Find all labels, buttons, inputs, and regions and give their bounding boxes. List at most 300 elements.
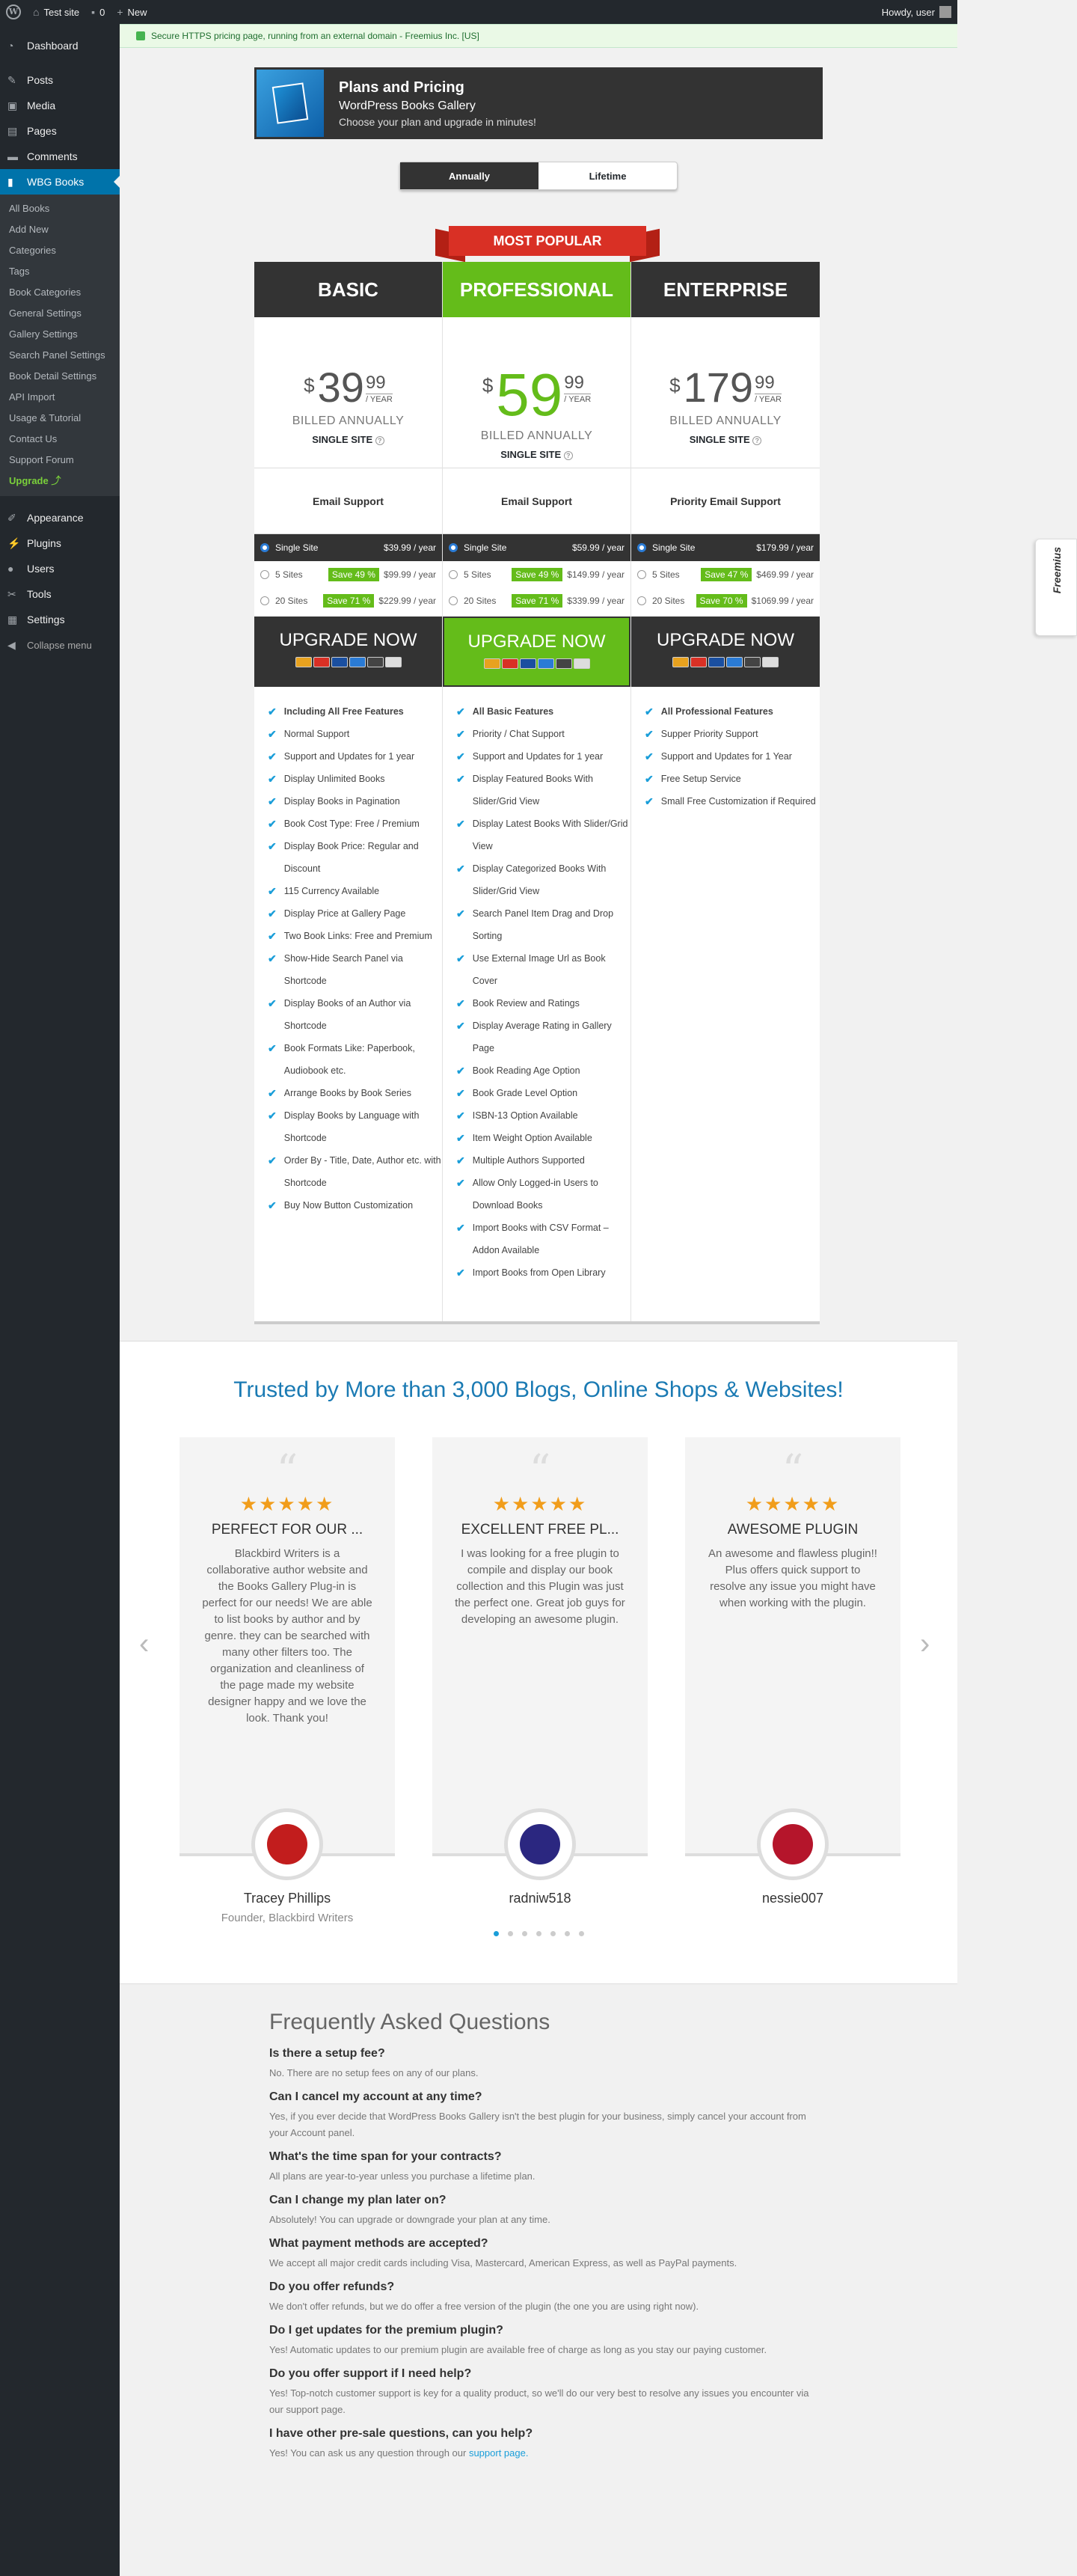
license-label: Single Site [464, 542, 507, 553]
check-icon: ✔ [456, 750, 465, 762]
plan-name: PROFESSIONAL [443, 262, 630, 317]
feature-item [268, 880, 442, 902]
main-content [120, 24, 1063, 2576]
price-cents: 99 [755, 373, 775, 393]
menu-tools[interactable]: ✂ Tools [7, 587, 52, 600]
feature-item [645, 745, 820, 768]
feature-item [456, 723, 630, 745]
menu-settings[interactable]: ▦ Settings [7, 613, 65, 625]
feature-item [268, 992, 442, 1037]
submenu-item[interactable]: Gallery Settings [9, 328, 78, 340]
feature-text: Display Average Rating in Gallery Page [472, 1021, 612, 1053]
license-option[interactable] [631, 561, 820, 587]
plugin-logo [257, 70, 324, 137]
feature-item [268, 947, 442, 992]
submenu-item[interactable]: API Import [9, 391, 55, 403]
check-icon: ✔ [268, 728, 277, 740]
check-icon: ✔ [268, 840, 277, 852]
check-icon: ✔ [645, 728, 654, 740]
prev-arrow-icon[interactable]: ‹ [139, 1627, 150, 1660]
feature-text: Show-Hide Search Panel via Shortcode [283, 953, 403, 986]
faq-answer-text: We don't offer refunds, but we do offer a free version of the plugin (the one you are using right now). [269, 2301, 699, 2312]
savings-badge: Save 71 % [323, 594, 374, 608]
feature-text: Display Latest Books With Slider/Grid View [472, 819, 628, 851]
license-radio[interactable] [449, 596, 458, 605]
feature-text: All Professional Features [660, 706, 773, 717]
faq-section [269, 1992, 823, 2462]
billing-label: BILLED ANNUALLY [669, 414, 782, 427]
reviewer-name: radniw518 [509, 1891, 571, 1906]
feature-text: Book Reading Age Option [472, 1065, 580, 1076]
site-count [631, 434, 820, 445]
license-radio[interactable] [260, 570, 269, 579]
price-fraction [755, 373, 782, 404]
faq-question: Is there a setup fee? [269, 2047, 385, 2060]
submenu-item[interactable]: Support Forum [9, 454, 74, 465]
faq-answer [269, 2342, 823, 2358]
check-icon: ✔ [268, 1110, 277, 1122]
check-icon: ✔ [645, 795, 654, 807]
check-icon: ✔ [456, 863, 465, 875]
license-price: $39.99 / year [383, 542, 436, 553]
feature-text: Display Featured Books With Slider/Grid View [472, 774, 593, 807]
feature-text: Import Books with CSV Format – Addon Available [472, 1223, 609, 1255]
check-icon: ✔ [456, 1110, 465, 1122]
feature-item [456, 992, 630, 1015]
check-icon: ✔ [268, 773, 277, 785]
freemius-badge[interactable]: Freemius [1035, 539, 1077, 636]
faq-question: I have other pre-sale questions, can you help? [269, 2427, 533, 2440]
check-icon: ✔ [268, 706, 277, 718]
feature-text: Normal Support [283, 729, 350, 739]
upgrade-now-button[interactable] [443, 617, 630, 687]
faq-answer [269, 2445, 823, 2462]
check-icon: ✔ [456, 818, 465, 830]
feature-item [456, 1149, 630, 1172]
feature-item [268, 768, 442, 790]
site-count [443, 449, 630, 460]
plan-price [443, 317, 630, 468]
faq-question: Do you offer refunds? [269, 2280, 395, 2293]
billing-label: BILLED ANNUALLY [292, 414, 405, 427]
plan-column [443, 262, 631, 1321]
price-period: / YEAR [755, 395, 782, 404]
faq-answer [269, 2298, 823, 2315]
feature-text: Display Categorized Books With Slider/Grid View [472, 863, 607, 896]
testimonial-text: An awesome and flawless plugin!! Plus offers quick support to resolve any issue you might have when working with the plugin. [708, 1547, 877, 1609]
check-icon: ✔ [268, 1042, 277, 1054]
license-price: $59.99 / year [571, 542, 625, 553]
check-icon: ✔ [268, 997, 277, 1009]
menu-appearance[interactable]: ✐ Appearance [7, 511, 84, 524]
price-integer: 59 [496, 361, 563, 428]
new-content-link[interactable]: + New [117, 6, 147, 18]
dashboard-icon: ◔ [7, 40, 14, 52]
feature-item [456, 1104, 630, 1127]
payment-cards-icon [254, 657, 442, 667]
feature-text: Book Grade Level Option [472, 1088, 578, 1098]
price-fraction [366, 373, 393, 404]
plan-name: ENTERPRISE [631, 262, 820, 317]
license-option[interactable] [443, 587, 630, 614]
comments-icon: ▬ [7, 150, 18, 162]
feature-text: Supper Priority Support [660, 729, 758, 739]
feature-item [456, 947, 630, 992]
feature-text: Import Books from Open Library [472, 1267, 606, 1278]
faq-question: Can I change my plan later on? [269, 2194, 447, 2206]
license-option[interactable] [631, 534, 820, 561]
quote-icon: “ [276, 1446, 298, 1495]
billing-label: BILLED ANNUALLY [480, 429, 593, 442]
plan-name: BASIC [254, 262, 442, 317]
book-icon: ▮ [7, 175, 13, 188]
check-icon: ✔ [268, 1154, 277, 1166]
feature-item [268, 1149, 442, 1194]
quote-icon: “ [782, 1446, 804, 1495]
https-notice: Secure HTTPS pricing page, running from an external domain - Freemius Inc. [US] [120, 24, 957, 48]
menu-pages[interactable]: ▤ Pages [7, 124, 57, 137]
faq-question: Do you offer support if I need help? [269, 2367, 472, 2380]
feature-text: Item Weight Option Available [472, 1133, 592, 1143]
feature-text: All Basic Features [472, 706, 554, 717]
feature-list [254, 687, 442, 1217]
help-icon[interactable]: ? [375, 436, 384, 445]
comments-link[interactable]: ▪ 0 [91, 6, 105, 18]
check-icon: ✔ [268, 885, 277, 897]
savings-badge: Save 71 % [512, 594, 562, 608]
feature-item [268, 1104, 442, 1149]
license-label: 20 Sites [275, 595, 308, 606]
license-radio[interactable] [449, 543, 458, 552]
submenu-item[interactable]: Tags [9, 266, 30, 277]
feature-item [456, 1217, 630, 1261]
check-icon: ✔ [645, 706, 654, 718]
reviewer-title: Founder, Blackbird Writers [221, 1912, 354, 1924]
feature-text: Support and Updates for 1 year [283, 751, 415, 762]
submenu-upgrade[interactable]: Upgrade ⤴ [9, 475, 61, 486]
feature-text: Arrange Books by Book Series [283, 1088, 411, 1098]
feature-text: Free Setup Service [660, 774, 741, 784]
license-option[interactable] [631, 587, 820, 614]
feature-text: Display Books by Language with Shortcode [283, 1110, 420, 1143]
feature-item [268, 813, 442, 835]
lock-icon [136, 31, 145, 40]
menu-users[interactable]: ● Users [7, 563, 55, 575]
savings-badge: Save 70 % [696, 594, 747, 608]
avatar [251, 1808, 323, 1880]
plus-icon: + [117, 6, 123, 18]
plug-icon: ⚡ [7, 536, 21, 549]
savings-badge: Save 49 % [328, 568, 379, 581]
license-radio[interactable] [637, 543, 646, 552]
feature-item [268, 1082, 442, 1104]
feature-item [268, 925, 442, 947]
faq-answer [269, 2108, 823, 2141]
upgrade-label: UPGRADE NOW [279, 630, 417, 650]
license-option[interactable] [254, 534, 442, 561]
feature-text: Priority / Chat Support [472, 729, 565, 739]
license-price: $1069.99 / year [751, 595, 814, 606]
license-options [443, 534, 630, 617]
license-radio[interactable] [637, 596, 646, 605]
testimonial-title: AWESOME PLUGIN [727, 1522, 859, 1538]
support-level: Email Support [254, 468, 442, 534]
price-amount [631, 365, 820, 410]
submenu-item[interactable]: Add New [9, 224, 49, 235]
plan-price [254, 317, 442, 468]
feature-text: Search Panel Item Drag and Drop Sorting [472, 908, 614, 941]
faq-question: Do I get updates for the premium plugin? [269, 2324, 503, 2337]
feature-text: Display Book Price: Regular and Discount [283, 841, 419, 874]
feature-text: 115 Currency Available [283, 886, 380, 896]
feature-item [268, 745, 442, 768]
admin-sidebar [0, 24, 120, 2576]
faq-question: Can I cancel my account at any time? [269, 2090, 482, 2103]
faq-question: What payment methods are accepted? [269, 2237, 488, 2250]
check-icon: ✔ [456, 1132, 465, 1144]
feature-item [268, 1037, 442, 1082]
payment-cards-icon [631, 657, 820, 667]
feature-text: Display Books of an Author via Shortcode [283, 998, 411, 1031]
rating-stars: ★★★★★ [239, 1493, 335, 1515]
feature-item [645, 790, 820, 813]
faq-answer-text: Yes! Top-notch customer support is key for a quality product, so we'll do our very best to resolve any issues you encounter via our support page. [269, 2387, 809, 2415]
admin-bar [0, 0, 957, 24]
wordpress-logo-icon[interactable]: W [0, 0, 27, 24]
feature-item [456, 902, 630, 947]
feature-text: Display Price at Gallery Page [283, 908, 406, 919]
license-option[interactable] [443, 534, 630, 561]
menu-posts[interactable]: ✎ Posts [7, 73, 54, 86]
feature-item [268, 835, 442, 880]
check-icon: ✔ [456, 1267, 465, 1279]
feature-text: Use External Image Url as Book Cover [472, 953, 606, 986]
check-icon: ✔ [456, 773, 465, 785]
rating-stars: ★★★★★ [492, 1493, 588, 1515]
license-price: $179.99 / year [756, 542, 814, 553]
page-title: Plans and Pricing [339, 79, 464, 96]
annually-option[interactable]: Annually [400, 162, 538, 189]
tagline: Choose your plan and upgrade in minutes! [339, 115, 536, 128]
license-label: 20 Sites [464, 595, 497, 606]
site-count-label: SINGLE SITE [312, 434, 373, 445]
upgrade-now-button[interactable] [631, 617, 820, 687]
carousel-dot[interactable] [565, 1931, 570, 1936]
feature-item [456, 1082, 630, 1104]
support-level: Priority Email Support [631, 468, 820, 534]
brush-icon: ✐ [7, 511, 16, 524]
rating-stars: ★★★★★ [745, 1493, 841, 1515]
savings-badge: Save 49 % [512, 568, 562, 581]
menu-comments[interactable]: ▬ Comments [7, 150, 78, 162]
currency-symbol: $ [304, 374, 315, 397]
feature-item [456, 1059, 630, 1082]
license-options [631, 534, 820, 617]
site-count-label: SINGLE SITE [500, 449, 562, 460]
check-icon: ✔ [456, 952, 465, 964]
home-icon: ⌂ [33, 6, 40, 18]
license-option[interactable] [443, 561, 630, 587]
settings-icon: ▦ [7, 613, 18, 625]
submenu-item[interactable]: Search Panel Settings [9, 349, 105, 361]
feature-text: Multiple Authors Supported [472, 1155, 585, 1166]
faq-answer-text: No. There are no setup fees on any of our plans. [269, 2067, 479, 2078]
carousel-dot[interactable] [536, 1931, 541, 1936]
faq-answer [269, 2065, 823, 2081]
avatar [939, 6, 951, 18]
help-icon[interactable]: ? [564, 451, 573, 460]
check-icon: ✔ [268, 1087, 277, 1099]
submenu-item[interactable]: All Books [9, 203, 50, 214]
check-icon: ✔ [645, 773, 654, 785]
carousel-dot[interactable] [550, 1931, 556, 1936]
comment-icon: ▪ [91, 6, 96, 18]
faq-answer [269, 2385, 823, 2418]
license-price: $229.99 / year [378, 595, 436, 606]
feature-item [456, 1127, 630, 1149]
avatar [504, 1808, 576, 1880]
check-icon: ✔ [645, 750, 654, 762]
price-period: / YEAR [564, 395, 592, 404]
feature-text: Display Books in Pagination [283, 796, 400, 807]
license-label: 5 Sites [652, 569, 680, 580]
feature-item [268, 700, 442, 723]
license-price: $99.99 / year [383, 569, 436, 580]
testimonial-card [685, 1437, 900, 1856]
license-label: 20 Sites [652, 595, 685, 606]
check-icon: ✔ [456, 997, 465, 1009]
feature-text: Display Unlimited Books [283, 774, 385, 784]
faq-question: What's the time span for your contracts? [269, 2150, 502, 2163]
feature-text: Book Formats Like: Paperbook, Audiobook etc. [283, 1043, 415, 1076]
license-option[interactable] [254, 561, 442, 587]
submenu-item[interactable]: Book Detail Settings [9, 370, 97, 382]
license-price: $469.99 / year [756, 569, 814, 580]
faq-answer-text: We accept all major credit cards including Visa, Mastercard, American Express, as well as PayPal payments. [269, 2257, 737, 2268]
license-radio[interactable] [260, 596, 269, 605]
next-arrow-icon[interactable]: › [920, 1627, 930, 1660]
check-icon: ✔ [268, 952, 277, 964]
plan-column [254, 262, 443, 1321]
faq-answer [269, 2212, 823, 2228]
carousel-dot[interactable] [579, 1931, 584, 1936]
check-icon: ✔ [456, 1020, 465, 1032]
feature-item [456, 768, 630, 813]
feature-item [456, 745, 630, 768]
carousel-dot[interactable] [508, 1931, 513, 1936]
feature-text: Including All Free Features [283, 706, 404, 717]
menu-media[interactable]: ▣ Media [7, 99, 56, 111]
site-count [254, 434, 442, 445]
faq-answer-text: All plans are year-to-year unless you purchase a lifetime plan. [269, 2170, 536, 2182]
feature-item [456, 813, 630, 857]
feature-item [456, 1015, 630, 1059]
collapse-icon: ◀ [7, 638, 16, 651]
license-radio[interactable] [637, 570, 646, 579]
faq-answer-text: Yes, if you ever decide that WordPress Books Gallery isn't the best plugin for your business, simply cancel your account from your Account panel. [269, 2111, 806, 2138]
site-name-link[interactable]: ⌂ Test site [33, 6, 80, 18]
feature-item [456, 1261, 630, 1284]
submenu-item[interactable]: Categories [9, 245, 56, 256]
check-icon: ✔ [456, 1154, 465, 1166]
submenu-item[interactable]: Usage & Tutorial [9, 412, 82, 423]
lifetime-option[interactable]: Lifetime [589, 170, 627, 182]
help-icon[interactable]: ? [752, 436, 761, 445]
faq-answer [269, 2168, 823, 2185]
feature-list [631, 687, 820, 813]
license-label: 5 Sites [275, 569, 303, 580]
most-popular-ribbon: MOST POPULAR [435, 226, 660, 260]
feature-item [456, 1172, 630, 1217]
license-radio[interactable] [449, 570, 458, 579]
menu-dashboard[interactable]: ◔ Dashboard [7, 40, 79, 52]
check-icon: ✔ [456, 1065, 465, 1077]
feature-item [645, 723, 820, 745]
feature-item [268, 902, 442, 925]
wbg-submenu [0, 195, 120, 496]
carousel-dot[interactable] [494, 1931, 499, 1936]
menu-wbg-books[interactable]: ▮ WBG Books [0, 169, 120, 195]
pages-icon: ▤ [7, 124, 18, 137]
price-cents: 99 [365, 373, 386, 393]
faq-answer-text: Yes! Automatic updates to our premium plugin are available free of charge as long as you stay our paying customer. [269, 2344, 767, 2355]
testimonial-card [180, 1437, 395, 1856]
license-radio[interactable] [260, 543, 269, 552]
carousel-dot[interactable] [522, 1931, 527, 1936]
faq-answer-text: Absolutely! You can upgrade or downgrade your plan at any time. [269, 2214, 550, 2225]
license-price: $149.99 / year [567, 569, 625, 580]
testimonials-section [120, 1341, 957, 1984]
currency-symbol: $ [669, 374, 681, 397]
check-icon: ✔ [456, 1087, 465, 1099]
feature-item [268, 1194, 442, 1217]
submenu-item[interactable]: General Settings [9, 308, 82, 319]
check-icon: ✔ [456, 706, 465, 718]
feature-text: Two Book Links: Free and Premium [283, 931, 432, 941]
submenu-item[interactable]: Contact Us [9, 433, 58, 444]
price-amount [443, 361, 630, 428]
reviewer-name: nessie007 [761, 1891, 824, 1906]
feature-text: Support and Updates for 1 year [472, 751, 604, 762]
check-icon: ✔ [268, 908, 277, 920]
upgrade-label: UPGRADE NOW [656, 630, 794, 650]
submenu-item[interactable]: Book Categories [9, 287, 82, 298]
faq-title: Frequently Asked Questions [269, 2010, 550, 2034]
license-option[interactable] [254, 587, 442, 614]
check-icon: ✔ [268, 795, 277, 807]
pin-icon: ✎ [7, 73, 16, 86]
collapse-menu-button[interactable]: ◀ Collapse menu [7, 638, 92, 651]
support-page-link[interactable]: support page. [468, 2447, 529, 2459]
check-icon: ✔ [268, 1199, 277, 1211]
feature-text: Book Review and Ratings [472, 998, 580, 1009]
user-icon: ● [7, 563, 14, 575]
billing-cycle-toggle [399, 162, 678, 190]
menu-plugins[interactable]: ⚡ Plugins [7, 536, 61, 549]
check-icon: ✔ [268, 818, 277, 830]
check-icon: ✔ [268, 930, 277, 942]
site-count-label: SINGLE SITE [689, 434, 750, 445]
testimonial-text: I was looking for a free plugin to compile and display our book collection and this Plugin was just the perfect one. Great job guys for developing an awesome plugin. [455, 1547, 625, 1626]
upgrade-now-button[interactable] [254, 617, 442, 687]
testimonial-card [432, 1437, 648, 1856]
feature-text: Buy Now Button Customization [283, 1200, 414, 1211]
feature-text: Small Free Customization if Required [660, 796, 816, 807]
carousel-dots [120, 1931, 957, 1936]
feature-item [268, 790, 442, 813]
feature-text: ISBN-13 Option Available [472, 1110, 578, 1121]
account-link[interactable]: Howdy, user [876, 0, 957, 24]
